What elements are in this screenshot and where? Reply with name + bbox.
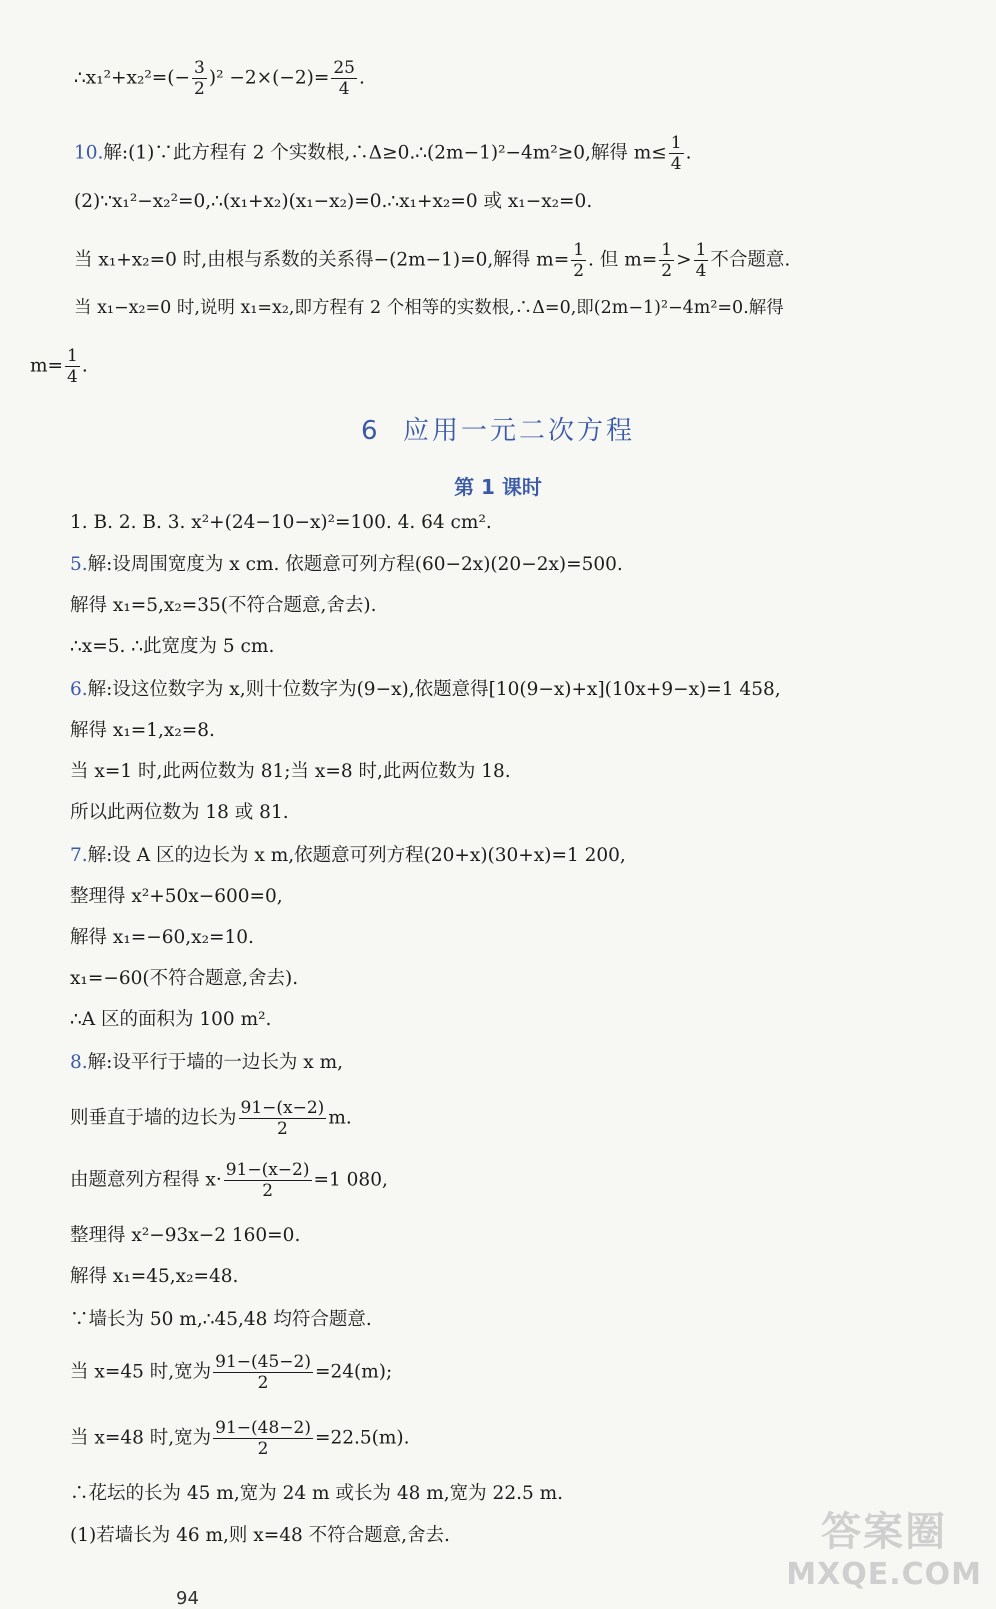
fraction: $\frac{25}{4}$ — [333, 58, 355, 99]
fraction: $\frac{1}{4}$ — [67, 346, 78, 387]
q7-line: x₁=−60(不符合题意,舍去). — [70, 968, 299, 989]
q8-line: 由题意列方程得 x· $\frac{91-(x-2)}{2}$ =1 080, — [70, 1160, 388, 1201]
q6-line: 当 x=1 时,此两位数为 81;当 x=8 时,此两位数为 18. — [70, 761, 511, 782]
q8-line: 整理得 x²−93x−2 160=0. — [70, 1225, 301, 1246]
q10-part2: (2)∵x₁²−x₂²=0,∴(x₁+x₂)(x₁−x₂)=0.∴x₁+x₂=0 或 x₁−x₂=0. — [74, 191, 593, 212]
q8-line: 则垂直于墙的边长为 $\frac{91-(x-2)}{2}$ m. — [70, 1098, 352, 1139]
short-answers-line: 1. B. 2. B. 3. x²+(24−10−x)²=100. 4. 64 cm². — [70, 512, 492, 533]
page-number: 94 — [176, 1588, 199, 1609]
q8-line: 当 x=45 时,宽为 $\frac{91-(45-2)}{2}$ =24(m); — [70, 1352, 393, 1393]
sum-of-squares-line: ∴x₁²+x₂²=(− $\frac{3}{2}$ )² −2×(−2)= $\frac{25}{4}$ . — [74, 58, 365, 99]
q10-case2-result: m= $\frac{1}{4}$ . — [30, 346, 88, 387]
q8-line: ∴花坛的长为 45 m,宽为 24 m 或长为 48 m,宽为 22.5 m. — [70, 1483, 564, 1504]
fraction: $\frac{1}{4}$ — [695, 240, 707, 281]
q8-line: 8.解:设平行于墙的一边长为 x m, — [70, 1052, 344, 1073]
fraction: $\frac{1}{2}$ — [573, 240, 585, 281]
fraction: $\frac{91-(x-2)}{2}$ — [225, 1160, 310, 1201]
q7-line: 整理得 x²+50x−600=0, — [70, 886, 283, 907]
fraction: $\frac{3}{2}$ — [194, 58, 205, 99]
section-title: 6 应用一元二次方程 — [360, 416, 636, 446]
lesson-title: 第 1 课时 — [454, 475, 542, 499]
q6-line: 6.解:设这位数字为 x,则十位数字为(9−x),依题意得[10(9−x)+x](10x+9−x)=1 458, — [70, 679, 781, 700]
q10-case2: 当 x₁−x₂=0 时,说明 x₁=x₂,即方程有 2 个相等的实数根,∴Δ=0,即(2m−1)²−4m²=0.解得 — [74, 298, 784, 318]
q8-line: ∵墙长为 50 m,∴45,48 均符合题意. — [70, 1309, 372, 1330]
q7-line: ∴A 区的面积为 100 m². — [70, 1009, 272, 1030]
fraction: $\frac{1}{2}$ — [661, 240, 673, 281]
q5-line: 5.解:设周围宽度为 x cm. 依题意可列方程(60−2x)(20−2x)=500. — [70, 554, 623, 575]
q8-line: 当 x=48 时,宽为 $\frac{91-(48-2)}{2}$ =22.5(m). — [70, 1418, 410, 1459]
fraction: $\frac{91-(48-2)}{2}$ — [215, 1418, 311, 1459]
q8-line: (1)若墙长为 46 m,则 x=48 不符合题意,舍去. — [70, 1525, 450, 1546]
q10-part1: 10.解:(1)∵此方程有 2 个实数根,∴Δ≥0.∴(2m−1)²−4m²≥0,解得 m≤ $\frac{1}{4}$ . — [74, 133, 692, 174]
watermark-logo: 答案圈 MXQE.COM — [786, 1509, 982, 1592]
q8-line: 解得 x₁=45,x₂=48. — [70, 1266, 239, 1287]
q6-line: 解得 x₁=1,x₂=8. — [70, 720, 215, 741]
q5-line: 解得 x₁=5,x₂=35(不符合题意,舍去). — [70, 595, 377, 616]
q7-line: 7.解:设 A 区的边长为 x m,依题意可列方程(20+x)(30+x)=1 200, — [70, 845, 626, 866]
q6-line: 所以此两位数为 18 或 81. — [70, 802, 289, 823]
fraction: $\frac{91-(45-2)}{2}$ — [215, 1352, 311, 1393]
q7-line: 解得 x₁=−60,x₂=10. — [70, 927, 254, 948]
fraction: $\frac{1}{4}$ — [670, 133, 682, 174]
q5-line: ∴x=5. ∴此宽度为 5 cm. — [70, 636, 275, 657]
fraction: $\frac{91-(x-2)}{2}$ — [240, 1098, 325, 1139]
q10-case1: 当 x₁+x₂=0 时,由根与系数的关系得−(2m−1)=0,解得 m= $\frac{1}{2}$ . 但 m= $\frac{1}{2}$ > $\frac{1}{4}$ 不合题意. — [74, 240, 791, 281]
